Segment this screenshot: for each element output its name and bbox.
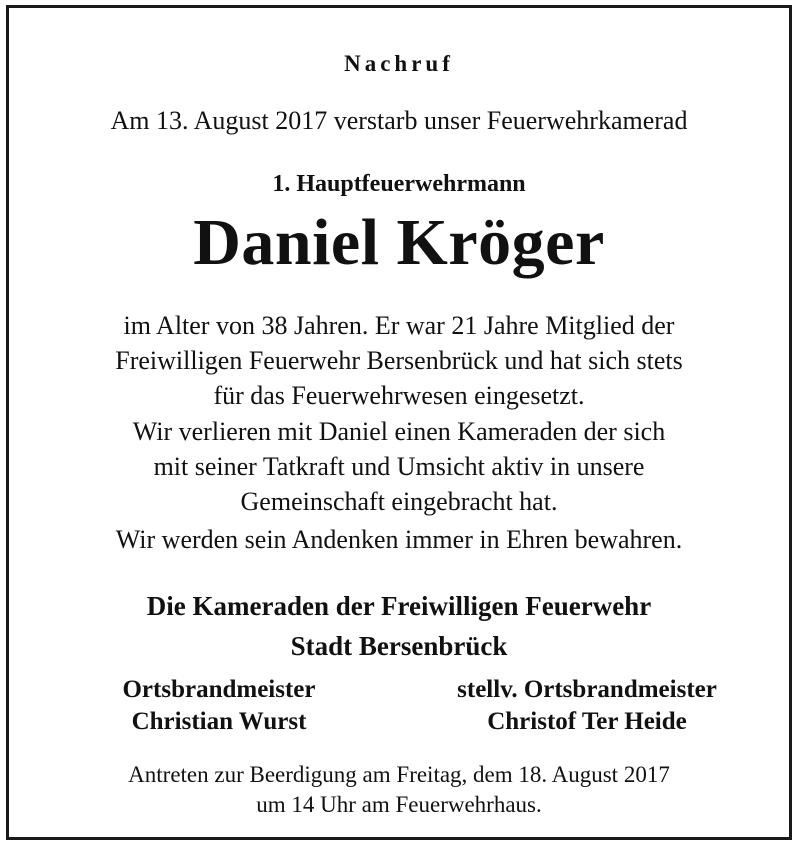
funeral-line: Antreten zur Beerdigung am Freitag, dem 18. August 2017 — [128, 762, 670, 787]
official-left — [39, 674, 399, 738]
notice-heading: Nachruf — [344, 51, 454, 76]
text-line: im Alter von 38 Jahren. Er war 21 Jahre Mitglied der — [123, 311, 675, 340]
deceased-name: Daniel Kröger — [193, 206, 605, 279]
paragraph-tribute — [9, 414, 789, 519]
paragraph-membership — [9, 308, 789, 413]
official-right — [407, 674, 767, 738]
funeral-line: um 14 Uhr am Feuerwehrhaus. — [256, 792, 542, 817]
text-line: Wir werden sein Andenken immer in Ehren bewahren. — [115, 525, 683, 554]
notice-intro: Am 13. August 2017 verstarb unser Feuerwehrkamerad — [110, 106, 688, 135]
funeral-info — [9, 760, 789, 820]
official-name: Christian Wurst — [131, 708, 307, 735]
obituary-content — [9, 8, 789, 837]
signers-line: Stadt Bersenbrück — [290, 631, 508, 661]
signers-line: Die Kameraden der Freiwilligen Feuerwehr — [146, 591, 652, 621]
signers-block — [9, 586, 789, 666]
text-line: Wir verlieren mit Daniel einen Kameraden der sich — [132, 417, 666, 446]
paragraph-remembrance — [9, 522, 789, 557]
obituary-frame — [6, 5, 792, 840]
official-name: Christof Ter Heide — [487, 708, 687, 735]
deceased-rank: 1. Hauptfeuerwehrmann — [272, 171, 526, 197]
text-line: für das Feuerwehrwesen eingesetzt. — [213, 381, 585, 410]
text-line: mit seiner Tatkraft und Umsicht aktiv in unsere — [153, 452, 645, 481]
official-title: stellv. Ortsbrandmeister — [457, 676, 717, 703]
text-line: Freiwilligen Feuerwehr Bersenbrück und hat sich stets — [115, 346, 683, 375]
official-title: Ortsbrandmeister — [122, 676, 316, 703]
text-line: Gemeinschaft eingebracht hat. — [240, 487, 558, 516]
